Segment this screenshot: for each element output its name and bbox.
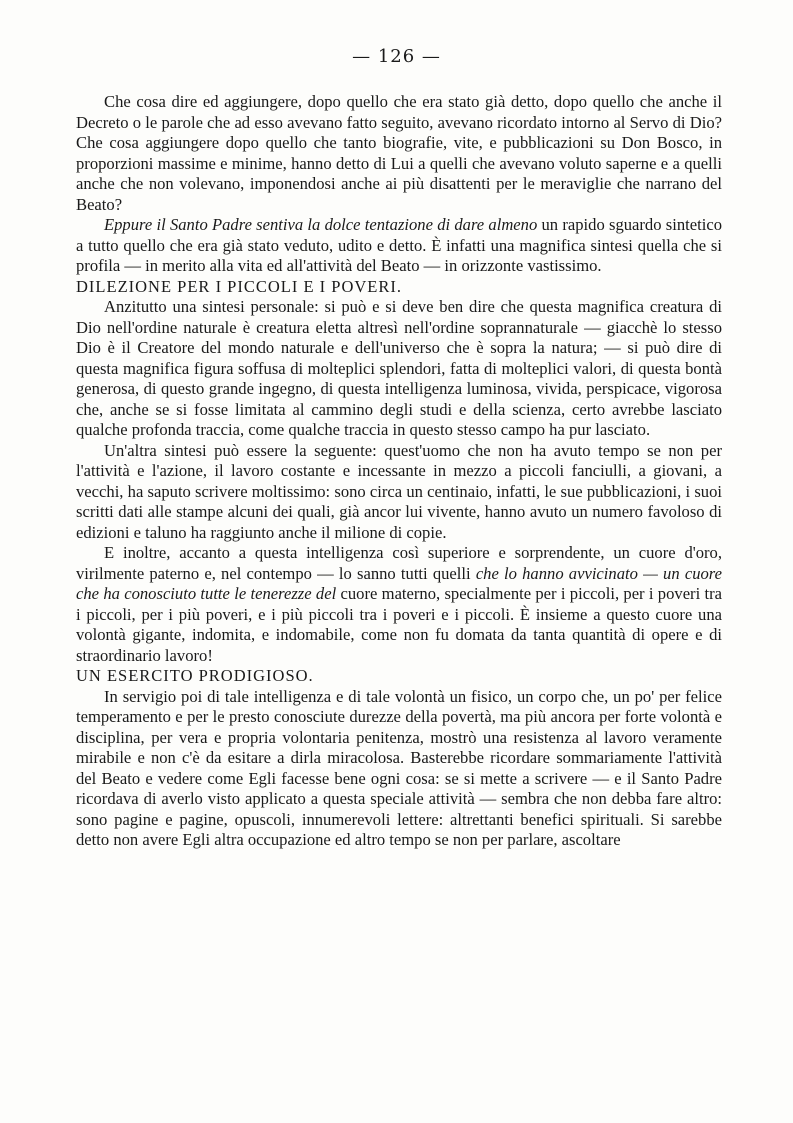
- page-number: — 126 —: [352, 46, 441, 67]
- paragraph-section1-2: Un'altra sintesi può essere la seguente: quest'uomo che non ha avuto tempo se non per l'attività e l'azione, il lavoro costante e incessante in mezzo a piccoli fanciulli, a giovani, a vecchi, ha saputo scrivere moltissimo: sono circa un centinaio, infatti, le sue pubblicazioni, i suoi scritti dati alle stampe alcuni dei quali, già ancor lui vivente, hanno avuto un numero favoloso di edizioni e taluno ha raggiunto anche il milione di copie.: [76, 440, 722, 542]
- section-title-dilezione: DILEZIONE PER I PICCOLI E I POVERI.: [76, 276, 403, 296]
- paragraph-text: E inoltre, accanto a questa intelligenza così superiore e sorprendente, un cuore d'oro, virilmente paterno e, nel contempo — lo sanno tutti quelli: [76, 543, 722, 583]
- paragraph-section1-3: [76, 543, 722, 666]
- paragraph-intro-2: [76, 215, 722, 277]
- section-title-esercito: UN ESERCITO PRODIGIOSO.: [76, 666, 314, 685]
- paragraph-text: cuore materno, specialmente per i piccoli, per i poveri tra i piccoli, per i più poveri, e i più piccoli tra i poveri e i piccoli. È insieme a questo cuore una volontà gigante, indomita, e indomabile, come non fu domata da tanta quantità di opere e di straordinario lavoro!: [76, 584, 722, 665]
- paragraph-section2-1: In servigio poi di tale intelligenza e di tale volontà un fisico, un corpo che, un po' per felice temperamento e per le presto conosciute durezze della povertà, ma più ancora per forte volontà e disciplina, per vera e propria volontaria penitenza, mostrò una resistenza al lavoro veramente mirabile e non c'è da esitare a dirla miracolosa. Basterebbe ricordare sommariamente l'attività del Beato e vedere come Egli facesse bene ogni cosa: se si mette a scrivere — e il Santo Padre ricordava di averlo visto applicato a questa speciale attività — sembra che non debba fare altro: sono pagine e pagine, opuscoli, innumerevoli lettere: altrettanti benefici spirituali. Si sarebbe detto non avere Egli altra occupazione ed altro tempo se non per parlare, ascoltare: [76, 686, 722, 849]
- body-text: [76, 92, 722, 851]
- paragraph-intro-1: Che cosa dire ed aggiungere, dopo quello che era stato già detto, dopo quello che anche il Decreto o le parole che ad esso avevano fatto seguito, avevano ricordato intorno al Servo di Dio? Che cosa aggiungere dopo quello che tanto biografie, vite, e pubblicazioni su Don Bosco, in proporzioni massime e minime, hanno detto di Lui a quelli che avevano voluto saperne e a quelli anche che non volevano, imponendosi anche ai più disattenti per le meraviglie che narrano del Beato?: [76, 92, 722, 214]
- italic-phrase: Eppure il Santo Padre sentiva la dolce tentazione di dare almeno: [104, 215, 538, 234]
- italic-phrase: che lo hanno avvicinato — un cuore che ha conosciuto tutte le tenerezze del: [76, 563, 722, 603]
- paragraph-text: un rapido sguardo sintetico a tutto quello che era già stato veduto, udito e detto. È infatti una magnifica sintesi quella che si profila — in merito alla vita ed all'attività del Beato — in orizzonte vastissimo.: [76, 215, 722, 275]
- paragraph-section1-1: Anzitutto una sintesi personale: si può e si deve ben dire che questa magnifica creatura di Dio nell'ordine naturale è creatura eletta altresì nell'ordine soprannaturale — giacchè lo stesso Dio è il Creatore del mondo naturale e dell'universo che è sopra la natura; — si può dire di questa magnifica figura soffusa di molteplici splendori, fatta di molteplici valori, di questa bontà generosa, di questo grande ingegno, di questa intelligenza luminosa, vivida, perspicace, vigorosa che, anche se si fosse limitata al cammino degli studi e della scienza, certo avrebbe lasciato qualche profonda traccia, come qualche traccia in questo stesso campo ha pur lasciato.: [76, 297, 722, 439]
